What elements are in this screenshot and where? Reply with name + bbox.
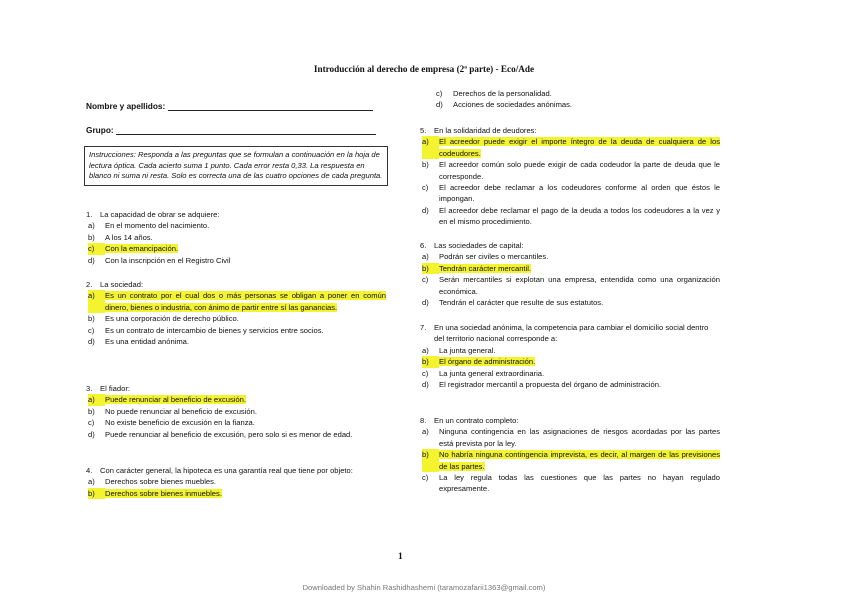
option-text: En el momento del nacimiento. bbox=[105, 221, 210, 231]
option[interactable] bbox=[88, 232, 386, 243]
option-highlighted[interactable] bbox=[422, 449, 720, 472]
question-4-continued bbox=[434, 88, 720, 111]
question-number: 2. bbox=[86, 280, 93, 289]
option-highlighted[interactable] bbox=[422, 356, 720, 367]
option[interactable] bbox=[422, 205, 720, 228]
option-letter: b) bbox=[422, 263, 439, 274]
option[interactable] bbox=[422, 274, 720, 297]
option[interactable] bbox=[88, 325, 386, 336]
option-text: El registrador mercantil a propuesta del órgano de administración. bbox=[439, 380, 662, 390]
option-text: Derechos sobre bienes muebles. bbox=[105, 477, 217, 487]
option-letter: b) bbox=[88, 488, 105, 499]
option-letter: a) bbox=[422, 136, 439, 159]
option[interactable] bbox=[88, 313, 386, 324]
option-letter: b) bbox=[88, 232, 95, 242]
option-letter: c) bbox=[88, 418, 95, 428]
option-letter: d) bbox=[422, 380, 429, 390]
option-letter: b) bbox=[88, 314, 95, 324]
option[interactable] bbox=[422, 159, 720, 182]
page-number: 1 bbox=[398, 552, 403, 562]
option[interactable] bbox=[422, 345, 720, 356]
option-text: El acreedor puede exigir el importe íntegro de la deuda de cualquiera de los codeudores. bbox=[439, 137, 720, 158]
option[interactable] bbox=[422, 297, 720, 308]
option-text-wrap bbox=[105, 394, 386, 405]
option[interactable] bbox=[422, 379, 720, 390]
option[interactable] bbox=[422, 251, 720, 262]
option-letter: a) bbox=[422, 427, 429, 437]
option-text-wrap bbox=[439, 136, 720, 159]
question-number: 8. bbox=[420, 416, 427, 425]
option-text: El acreedor común solo puede exigir de cada codeudor la parte de deuda que le corresponde. bbox=[439, 160, 720, 181]
option-letter: c) bbox=[88, 243, 105, 254]
question-text: Con carácter general, la hipoteca es una garantía real que tiene por objeto: bbox=[100, 466, 353, 475]
option-text: No puede renunciar al beneficio de excusión. bbox=[105, 406, 257, 416]
option-letter: a) bbox=[422, 252, 429, 262]
option[interactable] bbox=[88, 220, 386, 231]
option-text-wrap bbox=[439, 356, 720, 367]
name-field bbox=[86, 101, 373, 111]
option-letter: d) bbox=[88, 337, 95, 347]
option-letter: c) bbox=[422, 275, 429, 285]
option[interactable] bbox=[422, 368, 720, 379]
option[interactable] bbox=[436, 99, 720, 110]
option-text: Podrán ser civiles o mercantiles. bbox=[439, 252, 549, 262]
download-footer: Downloaded by Shahin Rashidhashemi (taramozafarii1363@gmail.com) bbox=[302, 583, 546, 592]
option-text: Acciones de sociedades anónimas. bbox=[453, 100, 573, 110]
question-text: Las sociedades de capital: bbox=[434, 241, 524, 250]
option-letter: a) bbox=[88, 221, 95, 231]
question-number: 1. bbox=[86, 210, 93, 219]
option-text-wrap bbox=[105, 488, 386, 499]
instructions-box: Instrucciones: Responda a las preguntas que se formulan a continuación en la hoja de lectura óptica. Cada acierto suma 1 punto. Cada error resta 0,33. La respuesta en blanco ni suma ni resta. Solo es correcta una de las cuatro opciones de cada pregunta. bbox=[84, 146, 388, 186]
option-text: Derechos de la personalidad. bbox=[453, 89, 552, 98]
option-text: Es una corporación de derecho público. bbox=[105, 314, 239, 324]
option-text: La ley regula todas las cuestiones que las partes no hayan regulado expresamente. bbox=[439, 473, 720, 494]
question-6 bbox=[420, 240, 720, 308]
option-highlighted[interactable] bbox=[88, 290, 386, 313]
question-text: En una sociedad anónima, la competencia para cambiar el domicilio social dentro del territorio nacional corresponde a: bbox=[434, 323, 709, 344]
question-1 bbox=[86, 209, 386, 266]
option-letter: d) bbox=[436, 100, 443, 110]
option-highlighted[interactable] bbox=[88, 394, 386, 405]
option[interactable] bbox=[422, 426, 720, 449]
option-letter: d) bbox=[88, 429, 95, 439]
option[interactable] bbox=[88, 417, 386, 428]
option-letter: c) bbox=[422, 368, 429, 378]
option-letter: c) bbox=[422, 473, 429, 483]
option[interactable] bbox=[422, 182, 720, 205]
question-4 bbox=[86, 465, 386, 499]
option-text: No habría ninguna contingencia imprevista, es decir, al margen de las previsiones de las partes. bbox=[439, 450, 720, 471]
option-letter: d) bbox=[422, 298, 429, 308]
option-text-wrap bbox=[439, 263, 720, 274]
option-letter: b) bbox=[422, 356, 439, 367]
option[interactable] bbox=[88, 255, 386, 266]
option-letter: d) bbox=[422, 205, 429, 215]
question-text: El fiador: bbox=[100, 384, 130, 393]
question-text: En un contrato completo: bbox=[434, 416, 519, 425]
option-text: Puede renunciar al beneficio de excusión, pero solo si es menor de edad. bbox=[105, 429, 353, 439]
option-text: No existe beneficio de excusión en la fianza. bbox=[105, 418, 255, 428]
option-text: Tendrán carácter mercantil. bbox=[439, 263, 532, 273]
option-letter: a) bbox=[88, 477, 95, 487]
option-highlighted[interactable] bbox=[88, 243, 386, 254]
question-text: La capacidad de obrar se adquiere: bbox=[100, 210, 220, 219]
option-text: La junta general extraordinaria. bbox=[439, 368, 545, 378]
option-text: Ninguna contingencia en las asignaciones de riesgos acordadas por las partes está prevista por la ley. bbox=[439, 427, 720, 448]
name-label: Nombre y apellidos: bbox=[86, 101, 166, 111]
option-text: Es un contrato de intercambio de bienes y servicios entre socios. bbox=[105, 325, 324, 335]
option-text: Tendrán el carácter que resulte de sus estatutos. bbox=[439, 298, 604, 308]
question-number: 4. bbox=[86, 466, 93, 475]
option-text: La junta general. bbox=[439, 345, 496, 355]
option-text: Serán mercantiles si explotan una empresa, entendida como una organización económica. bbox=[439, 275, 720, 296]
option-text-wrap bbox=[105, 243, 386, 254]
question-text: La sociedad: bbox=[100, 280, 144, 289]
question-number: 7. bbox=[420, 323, 427, 332]
question-text: En la solidaridad de deudores: bbox=[434, 126, 537, 135]
option-letter: a) bbox=[88, 290, 105, 313]
question-number: 3. bbox=[86, 384, 93, 393]
option-text-wrap bbox=[439, 449, 720, 472]
option-letter: c) bbox=[422, 183, 429, 193]
option-text: El órgano de administración. bbox=[439, 357, 536, 367]
option-text: Es un contrato por el cual dos o más personas se obligan a poner en común dinero, bienes o industria, con ánimo de partir entre sí las ganancias. bbox=[105, 291, 386, 312]
option[interactable] bbox=[88, 476, 386, 487]
page-title: Introducción al derecho de empresa (2ª parte) - Eco/Ade bbox=[313, 64, 535, 74]
option[interactable] bbox=[422, 472, 720, 495]
option-text: El acreedor debe reclamar a los codeudores conforme al orden que éstos le impongan. bbox=[439, 183, 720, 204]
option-text: Con la emancipación. bbox=[105, 244, 179, 254]
option-text-wrap bbox=[105, 290, 386, 313]
question-8 bbox=[420, 415, 720, 495]
option-text: Derechos sobre bienes inmuebles. bbox=[105, 488, 222, 498]
option-letter: a) bbox=[422, 345, 429, 355]
option[interactable] bbox=[88, 406, 386, 417]
option-text: A los 14 años. bbox=[105, 232, 153, 242]
option[interactable] bbox=[88, 429, 386, 440]
option-text: Puede renunciar al beneficio de excusión. bbox=[105, 395, 246, 405]
question-number: 6. bbox=[420, 241, 427, 250]
group-field bbox=[86, 125, 376, 135]
option-letter: b) bbox=[88, 406, 95, 416]
option-text: Es una entidad anónima. bbox=[105, 337, 190, 347]
question-3 bbox=[86, 383, 386, 440]
option-highlighted[interactable] bbox=[88, 488, 386, 499]
option-letter: a) bbox=[88, 394, 105, 405]
option-highlighted[interactable] bbox=[422, 136, 720, 159]
question-7 bbox=[420, 322, 720, 390]
option[interactable] bbox=[88, 336, 386, 347]
option-text: Con la inscripción en el Registro Civil bbox=[105, 255, 231, 265]
option-highlighted[interactable] bbox=[422, 263, 720, 274]
group-label: Grupo: bbox=[86, 125, 114, 135]
option[interactable] bbox=[436, 88, 720, 99]
option-text: El acreedor debe reclamar el pago de la deuda a todos los codeudores a la vez y en el mismo procedimiento. bbox=[439, 205, 720, 227]
question-number: 5. bbox=[420, 126, 427, 135]
option-letter: c) bbox=[88, 325, 95, 335]
name-input-line[interactable] bbox=[168, 102, 373, 111]
question-2 bbox=[86, 279, 386, 347]
option-letter: d) bbox=[88, 255, 95, 265]
question-5 bbox=[420, 125, 720, 228]
option-letter: b) bbox=[422, 160, 429, 170]
option-letter: b) bbox=[422, 449, 439, 472]
option-letter: c) bbox=[436, 89, 443, 98]
group-input-line[interactable] bbox=[116, 126, 376, 135]
